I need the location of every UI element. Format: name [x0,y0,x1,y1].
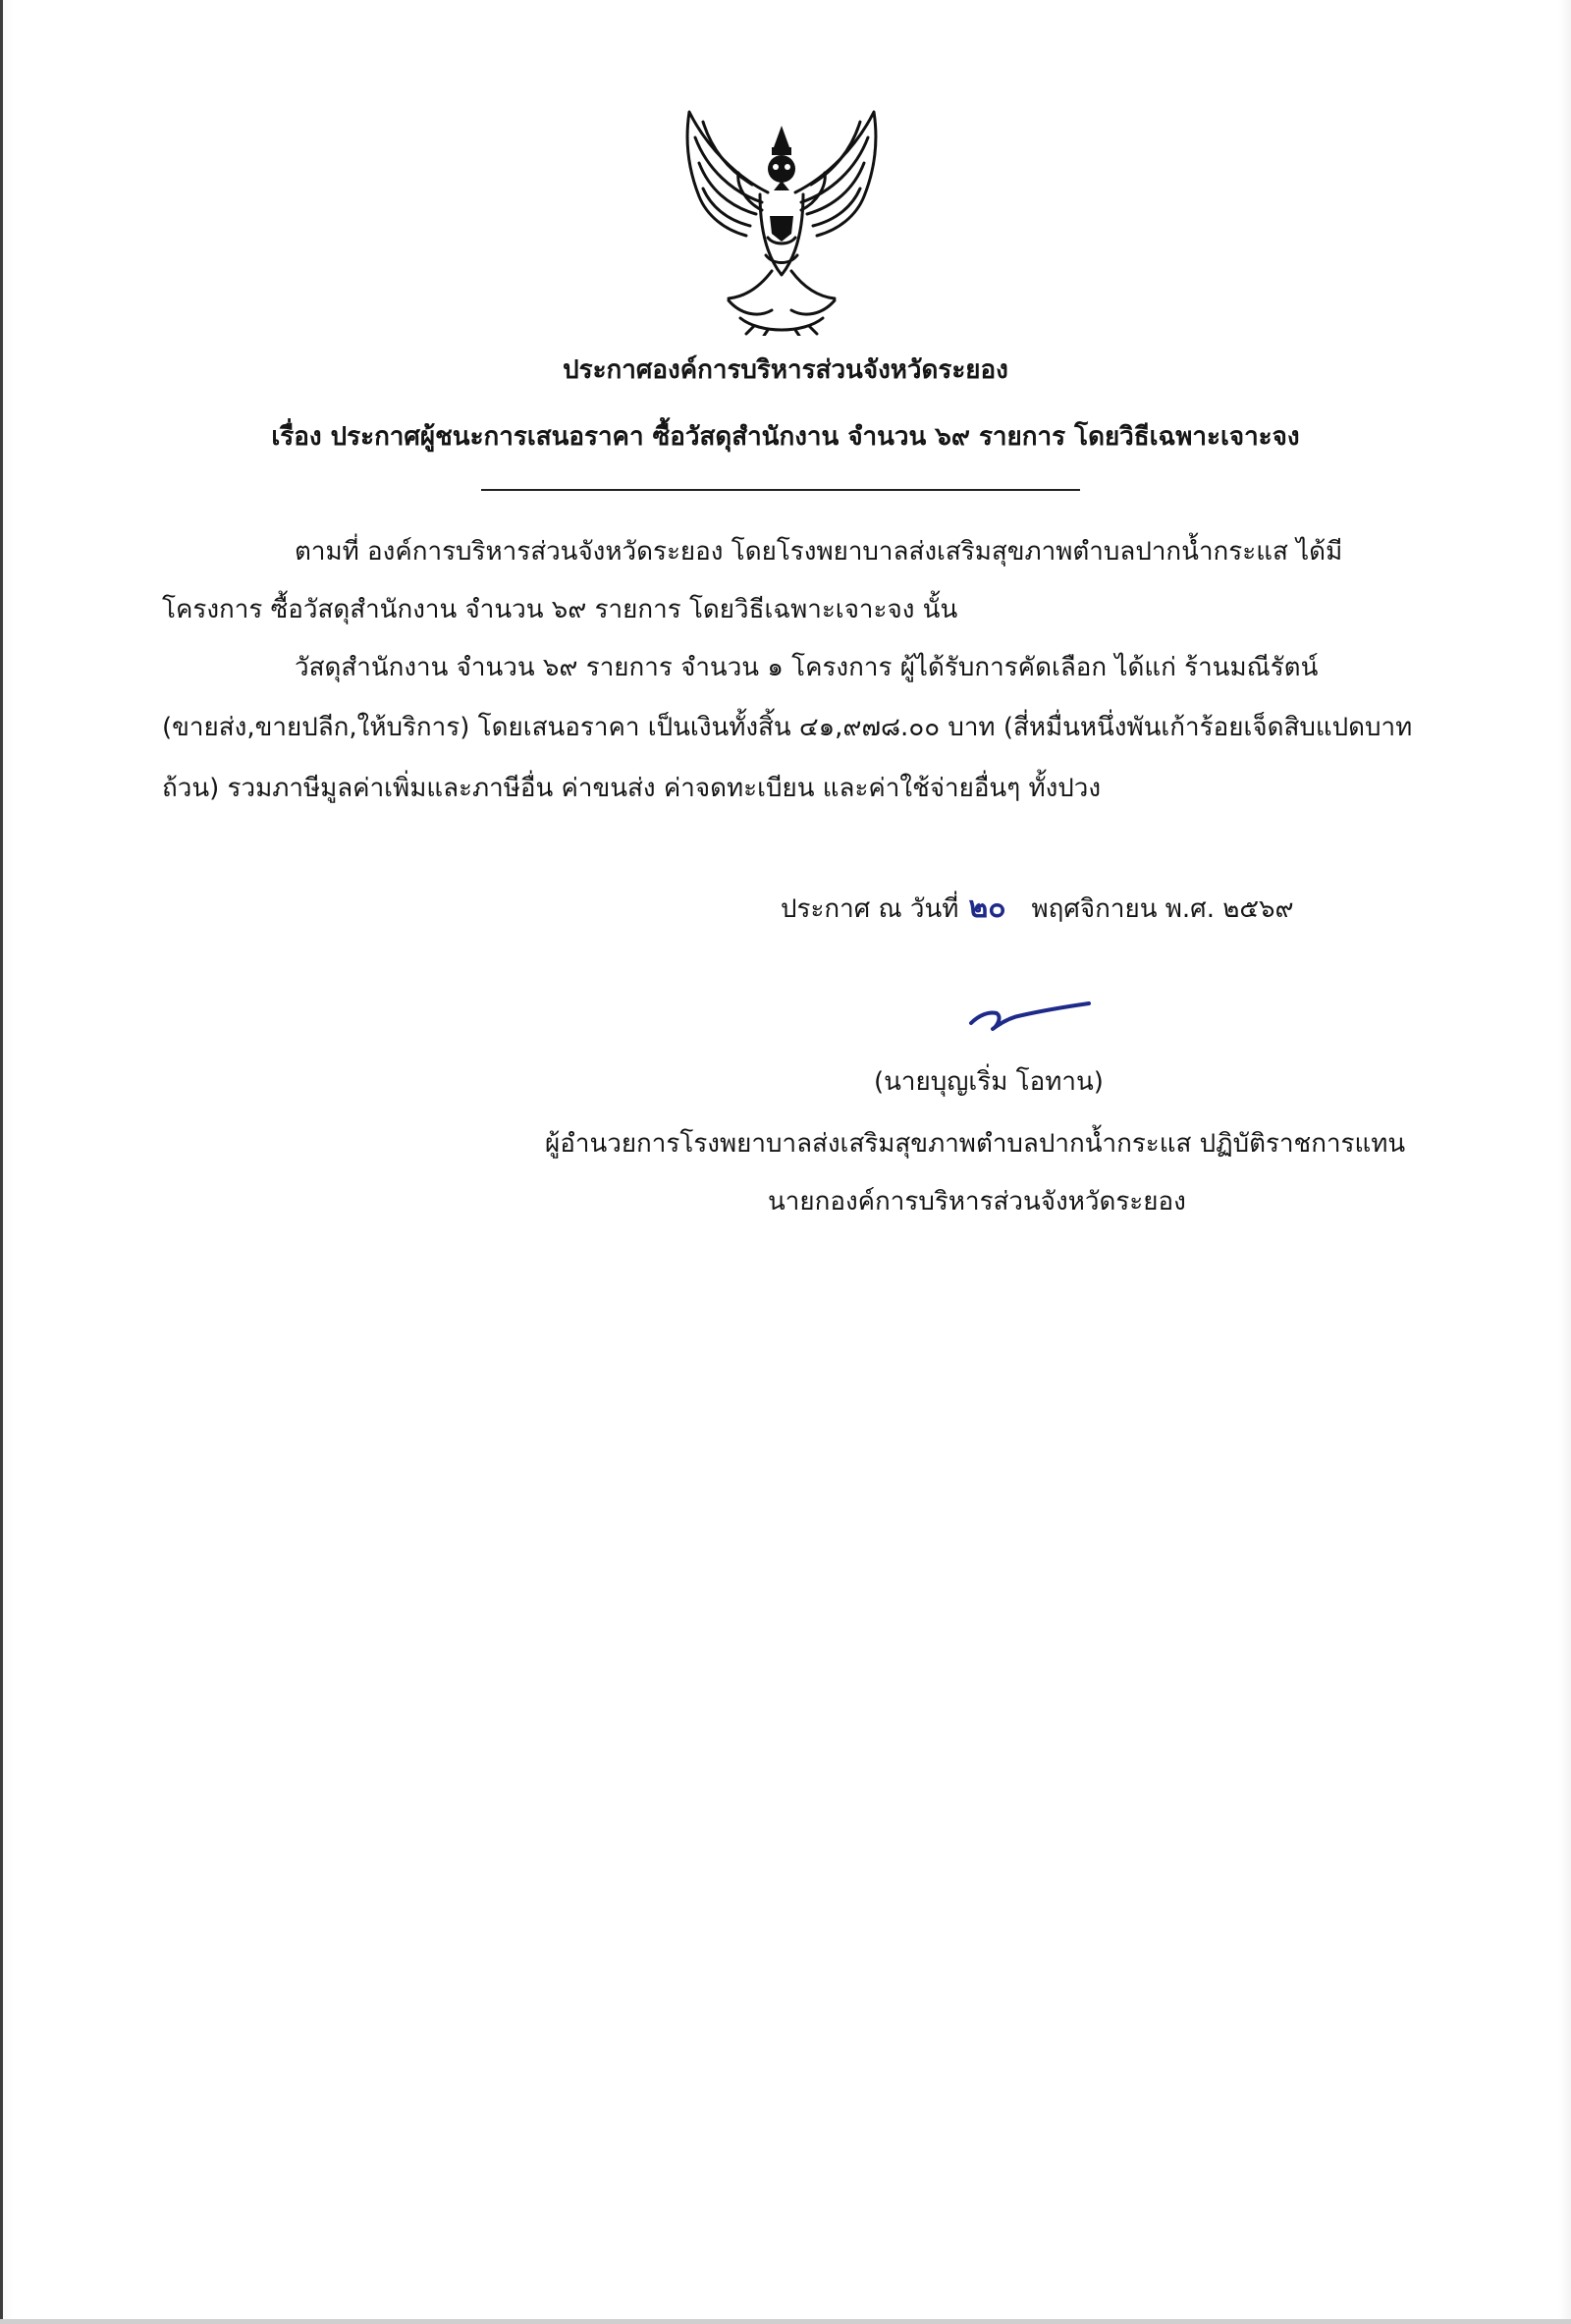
announcement-day: ๒๐ [968,891,1006,925]
announcement-date [781,892,1294,926]
page-edge-bottom [0,2319,1571,2324]
garuda-emblem-icon [677,108,886,336]
paragraph-1-line-1: ตามที่ องค์การบริหารส่วนจังหวัดระยอง โดยโรงพยาบาลส่งเสริมสุขภาพตำบลปากน้ำกระแส ได้มี [295,537,1343,567]
announcement-prefix: ประกาศ ณ วันที่ [781,894,959,924]
page-edge-left [0,0,3,2324]
paragraph-2-line-3: ถ้วน) รวมภาษีมูลค่าเพิ่มและภาษีอื่น ค่าขนส่ง ค่าจดทะเบียน และค่าใช้จ่ายอื่นๆ ทั้งปวง [162,774,1102,803]
title-divider [481,489,1080,491]
announcement-month-year: พฤศจิกายน พ.ศ. ๒๕๖๙ [1031,894,1294,924]
signatory-name: (นายบุญเริ่ม โอทาน) [874,1067,1104,1097]
paragraph-2-line-2: (ขายส่ง,ขายปลีก,ให้บริการ) โดยเสนอราคา เป็นเงินทั้งสิ้น ๔๑,๙๗๘.๐๐ บาท (สี่หมื่นหนึ่งพันเก้าร้อยเจ็ดสิบแปดบาท [162,713,1413,742]
paragraph-1-line-2: โครงการ ซื้อวัสดุสำนักงาน จำนวน ๖๙ รายการ โดยวิธีเฉพาะเจาะจง นั้น [162,595,958,624]
paragraph-2-line-1: วัสดุสำนักงาน จำนวน ๖๙ รายการ จำนวน ๑ โครงการ ผู้ได้รับการคัดเลือก ได้แก่ ร้านมณีรัตน์ [295,653,1319,682]
document-subject: เรื่อง ประกาศผู้ชนะการเสนอราคา ซื้อวัสดุสำนักงาน จำนวน ๖๙ รายการ โดยวิธีเฉพาะเจาะจง [271,422,1300,452]
page-title: ประกาศองค์การบริหารส่วนจังหวัดระยอง [563,355,1008,385]
signatory-position-line-2: นายกองค์การบริหารส่วนจังหวัดระยอง [768,1187,1186,1216]
signatory-position-line-1: ผู้อำนวยการโรงพยาบาลส่งเสริมสุขภาพตำบลปากน้ำกระแส ปฏิบัติราชการแทน [545,1129,1406,1159]
signature-mark [967,994,1095,1043]
